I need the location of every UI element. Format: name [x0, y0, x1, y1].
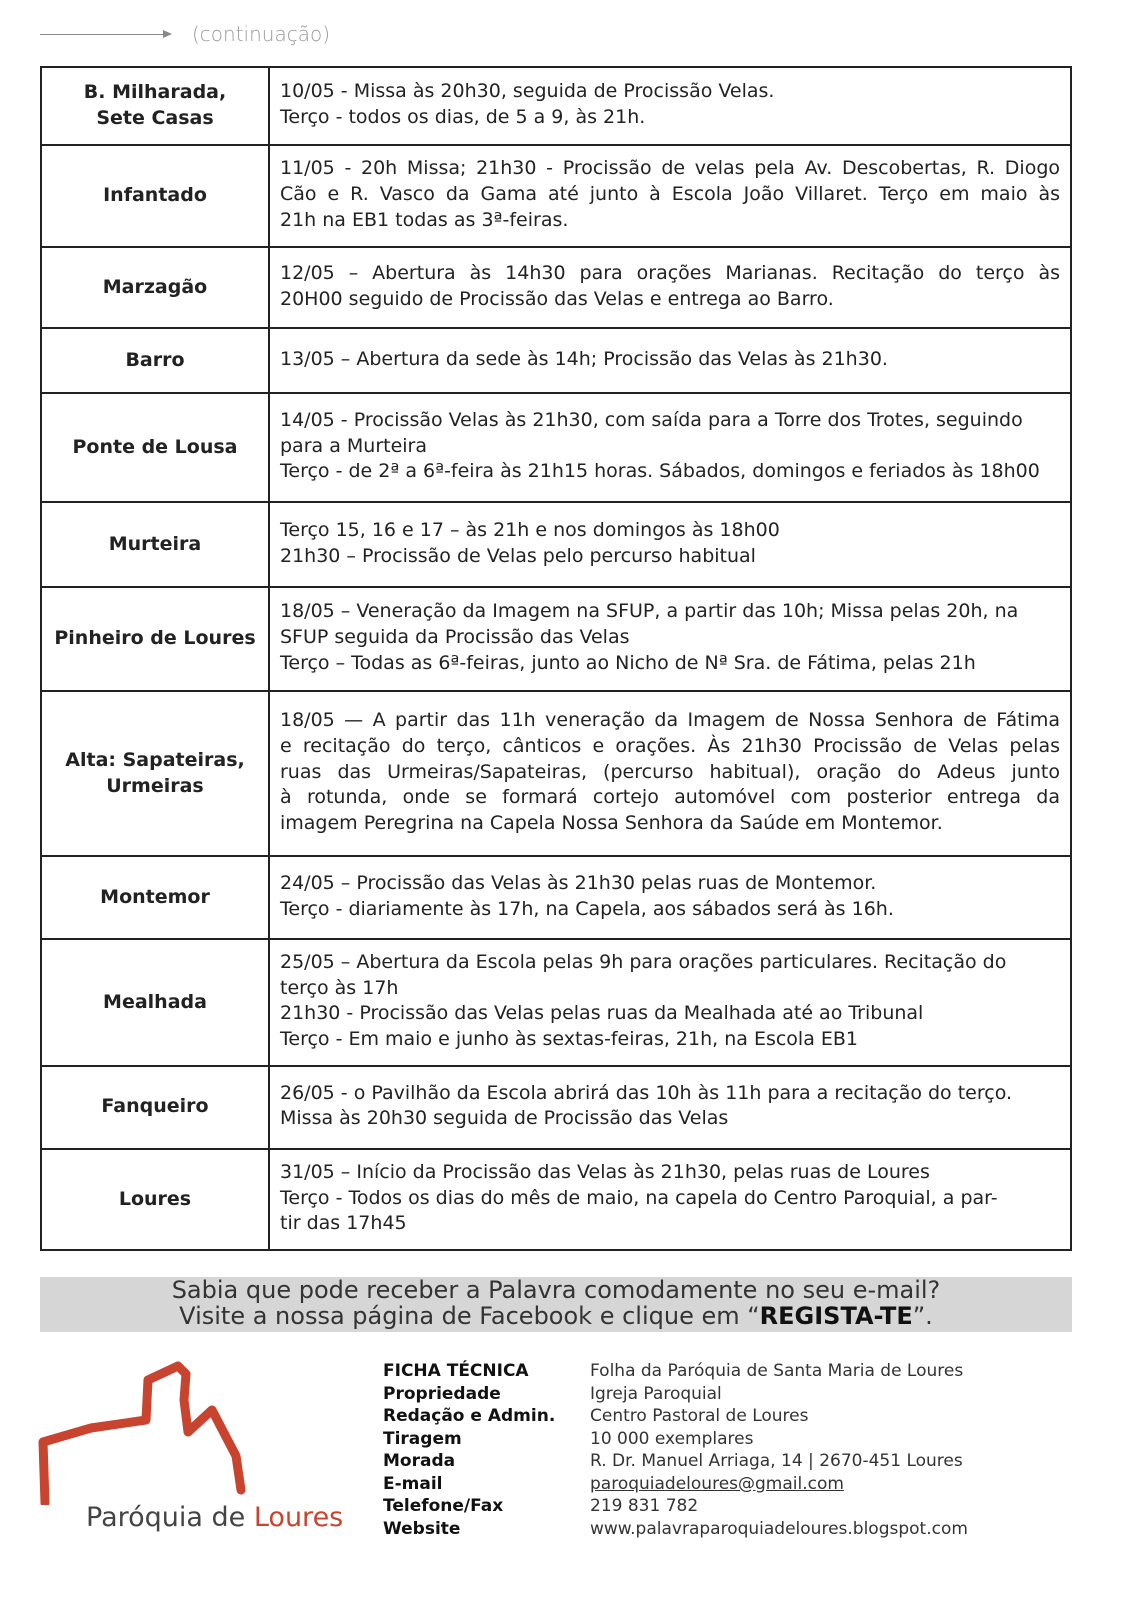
continuation-marker — [40, 22, 330, 46]
location-name — [41, 587, 269, 691]
location-name-line: Sete Casas — [96, 107, 214, 129]
schedule-line: Cão e R. Vasco da Gama até junto à Escola João Villaret. Terço em maio às — [280, 183, 1060, 206]
schedule-line: Terço - todos os dias, de 5 a 9, às 21h. — [280, 106, 646, 128]
ficha-label: Telefone/Fax — [383, 1496, 504, 1516]
schedule-text — [269, 1149, 1071, 1250]
location-name-line: Montemor — [100, 885, 210, 908]
location-name-line: Fanqueiro — [101, 1095, 209, 1118]
schedule-line: 12/05 – Abertura às 14h30 para orações Marianas. Recitação do terço às — [280, 261, 1060, 284]
ficha-link[interactable]: paroquiadeloures@gmail.com — [590, 1473, 844, 1494]
ficha-label: FICHA TÉCNICA — [383, 1361, 529, 1381]
banner-line-2 — [40, 1303, 1072, 1329]
schedule-text — [269, 393, 1071, 502]
schedule-line: Missa às 20h30 seguida de Procissão das Velas — [280, 1107, 729, 1130]
ficha-label: Morada — [383, 1451, 456, 1471]
schedule-text — [269, 587, 1071, 691]
location-name-line: Urmeiras — [106, 774, 204, 797]
ficha-value: R. Dr. Manuel Arriaga, 14 | 2670-451 Loures — [590, 1451, 963, 1471]
church-logo-icon — [36, 1360, 266, 1505]
location-name — [41, 939, 269, 1066]
banner-text-end: ”. — [912, 1302, 933, 1330]
table-row — [41, 502, 1071, 587]
schedule-line: 21h na EB1 todas as 3ª-feiras. — [280, 208, 569, 231]
location-name-line: Marzagão — [102, 275, 208, 298]
schedule-line: 21h30 - Procissão das Velas pelas ruas da Mealhada até ao Tribunal — [280, 1002, 924, 1025]
location-name-line: Barro — [125, 348, 185, 371]
ficha-label: Website — [383, 1518, 461, 1539]
schedule-line: 10/05 - Missa às 20h30, seguida de Procissão Velas. — [280, 80, 775, 103]
register-callout: REGISTA-TE — [759, 1302, 913, 1330]
schedule-text — [269, 247, 1071, 328]
ficha-value: 219 831 782 — [590, 1496, 699, 1516]
banner-line-1: Sabia que pode receber a Palavra comodamente no seu e-mail? — [171, 1276, 941, 1304]
schedule-line: SFUP seguida da Procissão das Velas — [280, 626, 630, 649]
schedule-line: Terço - Em maio e junho às sextas-feiras, 21h, na Escola EB1 — [280, 1028, 859, 1051]
newsletter-banner — [40, 1277, 1072, 1332]
schedule-line: 14/05 - Procissão Velas às 21h30, com saída para a Torre dos Trotes, seguindo — [280, 408, 1023, 431]
schedule-text — [269, 939, 1071, 1066]
schedule-line: Terço - Todos os dias do mês de maio, na capela do Centro Paroquial, a par- — [280, 1186, 998, 1209]
location-name — [41, 145, 269, 247]
location-name-line: Mealhada — [103, 990, 207, 1013]
location-name — [41, 247, 269, 328]
continuation-label: (continuação) — [192, 22, 331, 46]
table-row — [41, 856, 1071, 939]
location-name — [41, 691, 269, 856]
ficha-label: Redação e Admin. — [383, 1406, 556, 1426]
schedule-text — [269, 691, 1071, 856]
location-name — [41, 856, 269, 939]
schedule-text — [269, 1066, 1071, 1149]
ficha-label: E-mail — [383, 1473, 443, 1494]
ficha-value: Centro Pastoral de Loures — [590, 1406, 809, 1426]
ficha-link[interactable]: www.palavraparoquiadeloures.blogspot.com — [590, 1518, 968, 1539]
location-name-line: Murteira — [108, 532, 202, 555]
schedule-line: 26/05 - o Pavilhão da Escola abrirá das 10h às 11h para a recitação do terço. — [280, 1081, 1013, 1104]
ficha-value: Igreja Paroquial — [590, 1383, 722, 1404]
table-row — [41, 328, 1071, 393]
schedule-line: 18/05 — A partir das 11h veneração da Imagem de Nossa Senhora de Fátima — [280, 709, 1060, 732]
location-name — [41, 328, 269, 393]
banner-text: Visite a nossa página de Facebook e clique em “ — [179, 1302, 760, 1330]
schedule-line: ruas das Urmeiras/Sapateiras, (percurso habitual), oração do Adeus junto — [280, 760, 1060, 783]
schedule-line: 20H00 seguido de Procissão das Velas e entrega ao Barro. — [280, 287, 834, 310]
schedule-line: Terço - de 2ª a 6ª-feira às 21h15 horas. Sábados, domingos e feriados às 18h00 — [280, 460, 1040, 483]
schedule-line: Terço 15, 16 e 17 – às 21h e nos domingos às 18h00 — [280, 518, 780, 541]
table-row — [41, 247, 1071, 328]
ficha-label: Tiragem — [383, 1428, 462, 1449]
location-name-line: Alta: Sapateiras, — [65, 748, 245, 771]
table-row — [41, 1149, 1071, 1250]
table-row — [41, 691, 1071, 856]
location-name-line: Pinheiro de Loures — [54, 627, 256, 650]
location-name — [41, 1149, 269, 1250]
schedule-line: imagem Peregrina na Capela Nossa Senhora da Saúde em Montemor. — [280, 812, 943, 835]
schedule-line: tir das 17h45 — [280, 1212, 407, 1235]
schedule-line: 21h30 – Procissão de Velas pelo percurso habitual — [280, 544, 756, 567]
schedule-line: Terço - diariamente às 17h, na Capela, aos sábados será às 16h. — [280, 897, 894, 920]
schedule-line: terço às 17h — [280, 976, 399, 999]
logo-text-b: Loures — [253, 1502, 344, 1533]
schedule-line: 11/05 - 20h Missa; 21h30 - Procissão de velas pela Av. Descobertas, R. Diogo — [280, 157, 1060, 180]
table-row — [41, 67, 1071, 145]
ficha-label: Propriedade — [383, 1383, 501, 1404]
schedule-line: 24/05 – Procissão das Velas às 21h30 pelas ruas de Montemor. — [280, 871, 877, 894]
parish-logo-text — [86, 1502, 343, 1533]
schedule-line: 25/05 – Abertura da Escola pelas 9h para orações particulares. Recitação do — [280, 951, 1007, 973]
schedule-line: à rotunda, onde se formará cortejo automóvel com posterior entrega da — [280, 786, 1060, 809]
schedule-text — [269, 328, 1071, 393]
schedule-line: para a Murteira — [280, 434, 427, 457]
schedule-line: 31/05 – Início da Procissão das Velas às 21h30, pelas ruas de Loures — [280, 1160, 930, 1183]
location-name — [41, 1066, 269, 1149]
logo-text-a: Paróquia de — [86, 1502, 254, 1533]
table-row — [41, 145, 1071, 247]
ficha-value: Folha da Paróquia de Santa Maria de Loures — [590, 1361, 964, 1381]
schedule-text — [269, 145, 1071, 247]
schedule-line: e recitação do terço, cânticos e orações. Às 21h30 Procissão de Velas pelas — [280, 734, 1060, 757]
table-row — [41, 1066, 1071, 1149]
location-name — [41, 67, 269, 145]
table-row — [41, 587, 1071, 691]
table-row — [41, 393, 1071, 502]
location-name — [41, 393, 269, 502]
arrow-right-icon — [40, 34, 170, 35]
schedule-line: 13/05 – Abertura da sede às 14h; Procissão das Velas às 21h30. — [280, 347, 888, 370]
table-row — [41, 939, 1071, 1066]
location-name-line: Loures — [118, 1187, 192, 1210]
location-name-line: Infantado — [103, 184, 207, 207]
schedule-text — [269, 856, 1071, 939]
location-name — [41, 502, 269, 587]
ficha-value: 10 000 exemplares — [590, 1428, 754, 1449]
location-name-line: Ponte de Lousa — [72, 435, 238, 458]
location-name-line: B. Milharada, — [83, 81, 227, 104]
schedule-line: 18/05 – Veneração da Imagem na SFUP, a partir das 10h; Missa pelas 20h, na — [280, 600, 1019, 623]
schedule-table — [40, 66, 1072, 1251]
schedule-line: Terço – Todas as 6ª-feiras, junto ao Nicho de Nª Sra. de Fátima, pelas 21h — [280, 651, 976, 674]
schedule-text — [269, 67, 1071, 145]
schedule-text — [269, 502, 1071, 587]
